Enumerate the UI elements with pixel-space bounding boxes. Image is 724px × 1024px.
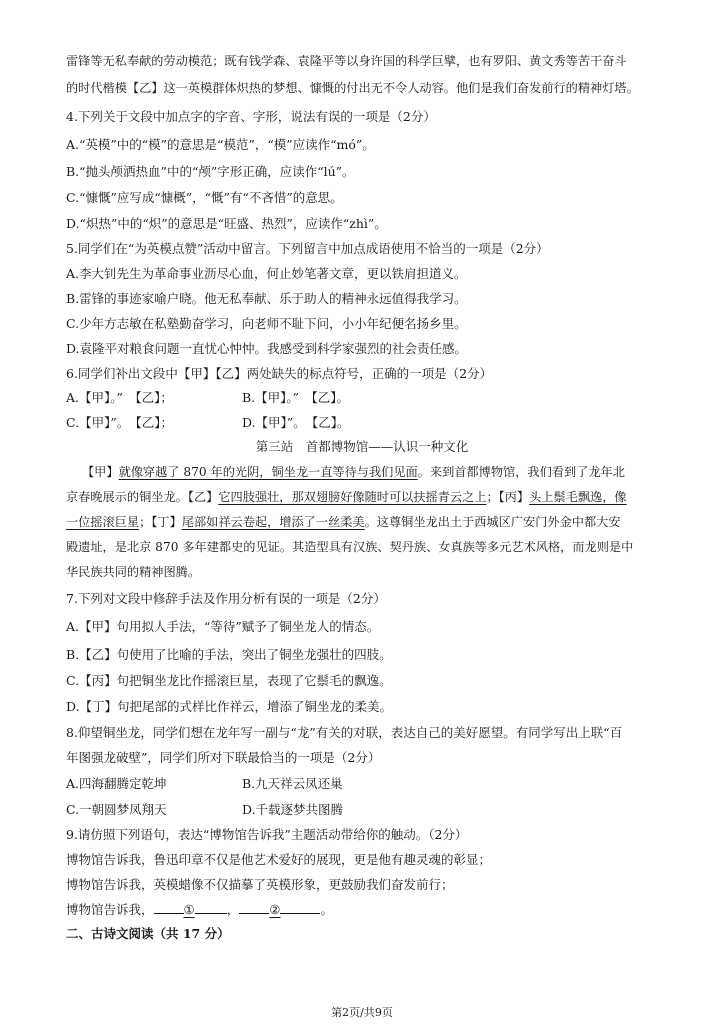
question-8-stem: 8.仰望铜坐龙，同学们想在龙年写一副与“龙”有关的对联，表达自己的美好愿望。有同学写出上联“百 (66, 725, 623, 740)
q7-option-a: A.【甲】句用拟人手法，“等待”赋予了铜坐龙人的情态。 (66, 619, 380, 634)
passage-line: 雷锋等无私奉献的劳动模范；既有钱学森、袁隆平等以身许国的科学巨擘，也有罗阳、黄文秀等苦干奋斗 (66, 54, 627, 68)
q7-option-b: B.【乙】句使用了比喻的手法，突出了铜坐龙强壮的四肢。 (66, 647, 392, 662)
q8-option-b: B.九天祥云凤还巢 (242, 776, 343, 791)
q6-option-b: B.【甲】。” 【乙】。 (242, 390, 350, 405)
station-paragraph-line (66, 513, 666, 531)
passage-line: 的时代楷模【乙】这一英模群体炽热的梦想、慷慨的付出无不令人动容。他们是我们奋发前行的精神灯塔。 (66, 81, 639, 95)
q8-options-row (66, 775, 666, 793)
q5-option-c: C.少年方志敏在私塾勤奋学习，向老师不耻下问，小小年纪便名扬乡里。 (66, 316, 467, 331)
q5-option-b: B.雷锋的事迹家喻户晓。他无私奉献、乐于助人的精神永远值得我学习。 (66, 291, 467, 306)
q7-option-c: C.【丙】句把铜坐龙比作摇滚巨星，表现了它鬃毛的飘逸。 (66, 673, 392, 688)
marker-bing: ；【丙】 (486, 490, 530, 504)
separator: ， (226, 902, 240, 917)
q5-option-a: A.李大钊先生为革命事业沥尽心血，何止妙笔著文章，更以铁肩担道义。 (66, 266, 467, 281)
paragraph-text: 。来到首都博物馆，我们看到了龙年北 (417, 465, 625, 479)
question-7-stem: 7.下列对文段中修辞手法及作用分析有误的一项是（2分） (66, 591, 386, 606)
question-8-stem: 年图强龙破壁”，同学们所对下联最恰当的一项是（2分） (66, 750, 381, 765)
paragraph-text: 。这尊铜坐龙出土于西城区广安门外金中都大安 (364, 515, 621, 529)
q6-options-row (66, 414, 666, 432)
answer-blank-2-tail[interactable] (280, 901, 320, 914)
marker-jia: 【甲】 (82, 465, 119, 479)
section-2-heading: 二、古诗文阅读（共 17 分） (66, 926, 230, 941)
sentence-ding: 尾部如祥云卷起，增添了一丝柔美 (181, 515, 365, 529)
q7-option-d: D.【丁】句把尾部的式样比作祥云，增添了铜坐龙的柔美。 (66, 699, 393, 714)
question-9-stem: 9.请仿照下列语句，表达“博物馆告诉我”主题活动带给你的触动。（2分） (66, 827, 468, 842)
q9-answer-line (66, 901, 666, 919)
period: 。 (320, 902, 333, 917)
q9-example-line: 博物馆告诉我，英模蜡像不仅描摹了英模形象，更鼓励我们奋发前行； (66, 877, 454, 892)
question-5-stem: 5.同学们在“为英模点赞”活动中留言。下列留言中加点成语使用不恰当的一项是（2分） (66, 241, 549, 256)
answer-blank-1-tail[interactable] (195, 901, 227, 914)
sentence-jia: 就像穿越了 870 年的光阴，铜坐龙一直等待与我们见面 (118, 465, 418, 479)
q6-option-a: A.【甲】。” 【乙】； (66, 390, 173, 405)
question-6-stem: 6.同学们补出文段中【甲】【乙】两处缺失的标点符号，正确的一项是（2分） (66, 366, 493, 381)
q5-option-d: D.袁隆平对粮食问题一直忧心忡忡。我感受到科学家强烈的社会责任感。 (66, 341, 468, 356)
page-number: 第2页/共9页 (331, 1006, 393, 1019)
station-paragraph-line (82, 463, 682, 481)
q4-option-b: B.“抛头颅洒热血”中的“颅”字形正确，应读作“lú”。 (66, 164, 355, 179)
q4-option-a: A.“英模”中的“模”的意思是“模范”，“模”应读作“mó”。 (66, 137, 375, 152)
q8-options-row (66, 801, 666, 819)
marker-ding: ；【丁】 (139, 515, 182, 529)
q8-option-a: A.四海翻腾定乾坤 (66, 776, 167, 791)
station-paragraph-line: 殿遗址，是北京 870 多年建都史的见证。其造型具有汉族、契丹族、女真族等多元艺术风格，而龙则是中 (66, 540, 634, 554)
station-paragraph-line: 华民族共同的精神图腾。 (66, 565, 201, 579)
blank-1-label: ① (183, 902, 195, 917)
q8-option-d: D.千载逐梦共图腾 (242, 802, 344, 817)
answer-blank-2-lead[interactable] (239, 901, 269, 914)
q9-prefix: 博物馆告诉我， (66, 902, 154, 917)
q6-option-c: C.【甲】”。 【乙】； (66, 415, 173, 430)
sentence-bing-part2: 一位摇滚巨星 (66, 515, 140, 529)
q4-option-c: C.“慷慨”应写成“慷概”，“慨”有“不吝惜”的意思。 (66, 190, 343, 205)
sentence-bing-part1: 头上鬃毛飘逸，像 (529, 490, 627, 504)
q6-option-d: D.【甲】”。 【乙】。 (242, 415, 350, 430)
answer-blank-1-lead[interactable] (154, 901, 184, 914)
q9-example-line: 博物馆告诉我，鲁迅印章不仅是他艺术爱好的展现，更是他有趣灵魂的彰显； (66, 852, 492, 867)
q6-options-row (66, 389, 666, 407)
station-title: 第三站 首都博物馆——认识一种文化 (255, 439, 469, 454)
paragraph-text: 京春晚展示的铜坐龙。【乙】 (66, 490, 219, 504)
q8-option-c: C.一朝圆梦凤翔天 (66, 802, 167, 817)
station-paragraph-line (66, 488, 666, 506)
sentence-yi: 它四肢强壮，那双翅膀好像随时可以扶摇青云之上 (218, 490, 487, 504)
question-4-stem: 4.下列关于文段中加点字的字音、字形，说法有误的一项是（2分） (66, 109, 436, 124)
q4-option-d: D.“炽热”中的“炽”的意思是“旺盛、热烈”，应读作“zhì”。 (66, 216, 387, 231)
blank-2-label: ② (269, 902, 281, 917)
